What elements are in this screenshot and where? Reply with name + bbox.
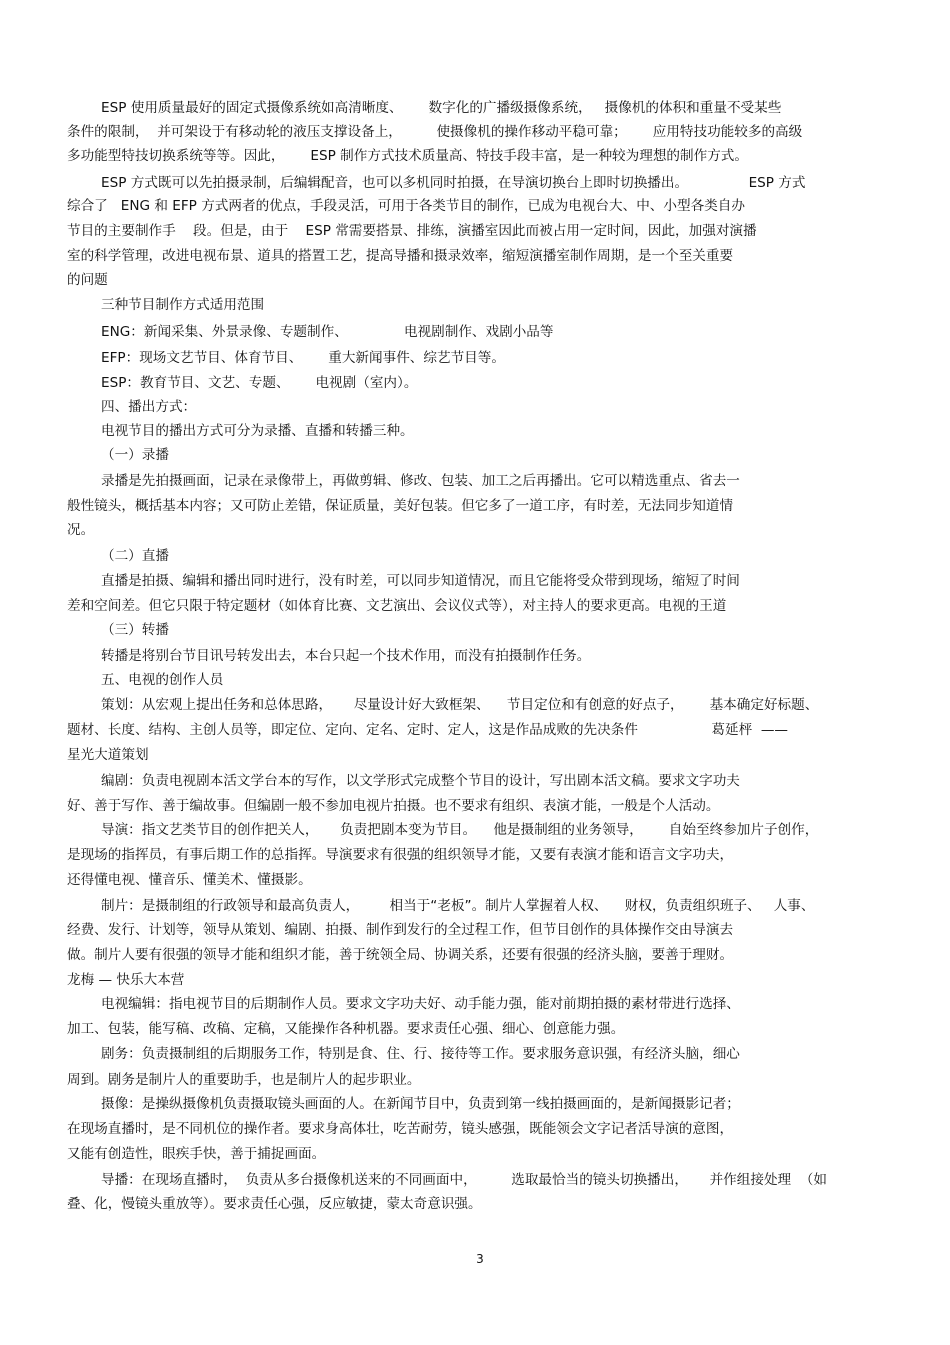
- text-line: 综合了 ENG 和 EFP 方式两者的优点，手段灵活，可用于各类节目的制作，已成为电视台大、中、小型各类自办: [67, 198, 745, 214]
- text-line: 导播：在现场直播时， 负责从多台摄像机送来的不同画面中， 选取最恰当的镜头切换播出， 并作组接处理 （如: [101, 1172, 827, 1188]
- subsection-heading: （三）转播: [101, 622, 169, 638]
- text-line: 叠、化，慢镜头重放等）。要求责任心强，反应敏捷，蒙太奇意识强。: [67, 1196, 482, 1212]
- text-line: ESP 方式既可以先拍摄录制，后编辑配音，也可以多机同时拍摄，在导演切换台上即时切换播出。 ESP 方式: [101, 175, 806, 191]
- text-line: 又能有创造性，眼疾手快，善于捕捉画面。: [67, 1146, 326, 1162]
- text-line: 剧务：负责摄制组的后期服务工作，特别是食、住、行、接待等工作。要求服务意识强，有经济头脑，细心: [101, 1046, 740, 1062]
- text-line: ENG：新闻采集、外景录像、专题制作、 电视剧制作、戏剧小品等: [101, 324, 554, 340]
- text-line: 导演：指文艺类节目的创作把关人， 负责把剧本变为节目。 他是摄制组的业务领导， 自始至终参加片子创作，: [101, 822, 819, 838]
- text-line: 策划：从宏观上提出任务和总体思路， 尽量设计好大致框架、 节目定位和有创意的好点子， 基本确定好标题、: [101, 697, 819, 713]
- text-line: 好、善于写作、善于编故事。但编剧一般不参加电视片拍摄。也不要求有组织、表演才能，一般是个人活动。: [67, 798, 720, 814]
- text-line: ESP：教育节目、文艺、专题、 电视剧（室内）。: [101, 375, 418, 391]
- section-heading: 四、播出方式：: [101, 399, 197, 415]
- text-line: 直播是拍摄、编辑和播出同时进行，没有时差，可以同步知道情况，而且它能将受众带到现场，缩短了时间: [101, 573, 740, 589]
- section-heading: 三种节目制作方式适用范围: [101, 297, 265, 313]
- text-line: 电视编辑：指电视节目的后期制作人员。要求文字功夫好、动手能力强，能对前期拍摄的素材带进行选择、: [101, 996, 740, 1012]
- text-line: 经费、发行、计划等，领导从策划、编剧、拍摄、制作到发行的全过程工作，但节目创作的具体操作交由导演去: [67, 922, 734, 938]
- text-line: 差和空间差。但它只限于特定题材（如体育比赛、文艺演出、会议仪式等），对主持人的要求更高。电视的王道: [67, 598, 727, 614]
- text-line: 电视节目的播出方式可分为录播、直播和转播三种。: [101, 423, 414, 439]
- text-line: 是现场的指挥员，有事后期工作的总指挥。导演要求有很强的组织领导才能，又要有表演才能和语言文字功夫，: [67, 847, 734, 863]
- text-line: 室的科学管理，改进电视布景、道具的搭置工艺，提高导播和摄录效率，缩短演播室制作周期，是一个至关重要: [67, 248, 734, 264]
- text-line: 在现场直播时，是不同机位的操作者。要求身高体壮，吃苦耐劳，镜头感强，既能领会文字记者活导演的意图，: [67, 1121, 734, 1137]
- text-line: ESP 使用质量最好的固定式摄像系统如高清晰度、 数字化的广播级摄像系统， 摄像机的体积和重量不受某些: [101, 100, 782, 116]
- text-line: 龙梅 — 快乐大本营: [67, 972, 185, 988]
- text-line: EFP：现场文艺节目、体育节目、 重大新闻事件、综艺节目等。: [101, 350, 505, 366]
- section-heading: 五、电视的创作人员: [101, 672, 224, 688]
- text-line: 做。制片人要有很强的领导才能和组织才能，善于统领全局、协调关系，还要有很强的经济头脑，要善于理财。: [67, 947, 734, 963]
- text-line: 星光大道策划: [67, 747, 149, 763]
- text-line: 加工、包装，能写稿、改稿、定稿，又能操作各种机器。要求责任心强、细心、创意能力强。: [67, 1021, 625, 1037]
- subsection-heading: （二）直播: [101, 548, 169, 564]
- text-line: 多功能型特技切换系统等等。因此， ESP 制作方式技术质量高、特技手段丰富，是一种较为理想的制作方式。: [67, 148, 748, 164]
- text-line: 的问题: [67, 272, 108, 288]
- text-line: 转播是将别台节目讯号转发出去，本台只起一个技术作用，而没有拍摄制作任务。: [101, 648, 591, 664]
- text-line: 条件的限制， 并可架设于有移动轮的液压支撑设备上， 使摄像机的操作移动平稳可靠； 应用特技功能较多的高级: [67, 124, 803, 140]
- subsection-heading: （一）录播: [101, 447, 169, 463]
- text-line: 节目的主要制作手 段。但是，由于 ESP 常需要搭景、排练，演播室因此而被占用一定时间，因此，加强对演播: [67, 223, 757, 239]
- text-line: 题材、长度、结构、主创人员等，即定位、定向、定名、定时、定人，这是作品成败的先决条件 葛延枰 ——: [67, 722, 789, 738]
- text-line: 还得懂电视、懂音乐、懂美术、懂摄影。: [67, 872, 312, 888]
- text-line: 编剧：负责电视剧本活文学台本的写作，以文学形式完成整个节目的设计，写出剧本活文稿。要求文字功夫: [101, 773, 740, 789]
- text-line: 录播是先拍摄画面，记录在录像带上，再做剪辑、修改、包装、加工之后再播出。它可以精选重点、省去一: [101, 473, 740, 489]
- text-line: 摄像：是操纵摄像机负责摄取镜头画面的人。在新闻节目中，负责到第一线拍摄画面的，是新闻摄影记者；: [101, 1096, 740, 1112]
- text-line: 般性镜头，概括基本内容；又可防止差错，保证质量，美好包装。但它多了一道工序，有时差，无法同步知道情: [67, 498, 734, 514]
- text-line: 周到。剧务是制片人的重要助手，也是制片人的起步职业。: [67, 1072, 421, 1088]
- text-line: 况。: [67, 522, 95, 538]
- page-number: 3: [476, 1252, 484, 1266]
- text-line: 制片：是摄制组的行政领导和最高负责人， 相当于“老板”。制片人掌握着人权、 财权，负责组织班子、 人事、: [101, 898, 815, 914]
